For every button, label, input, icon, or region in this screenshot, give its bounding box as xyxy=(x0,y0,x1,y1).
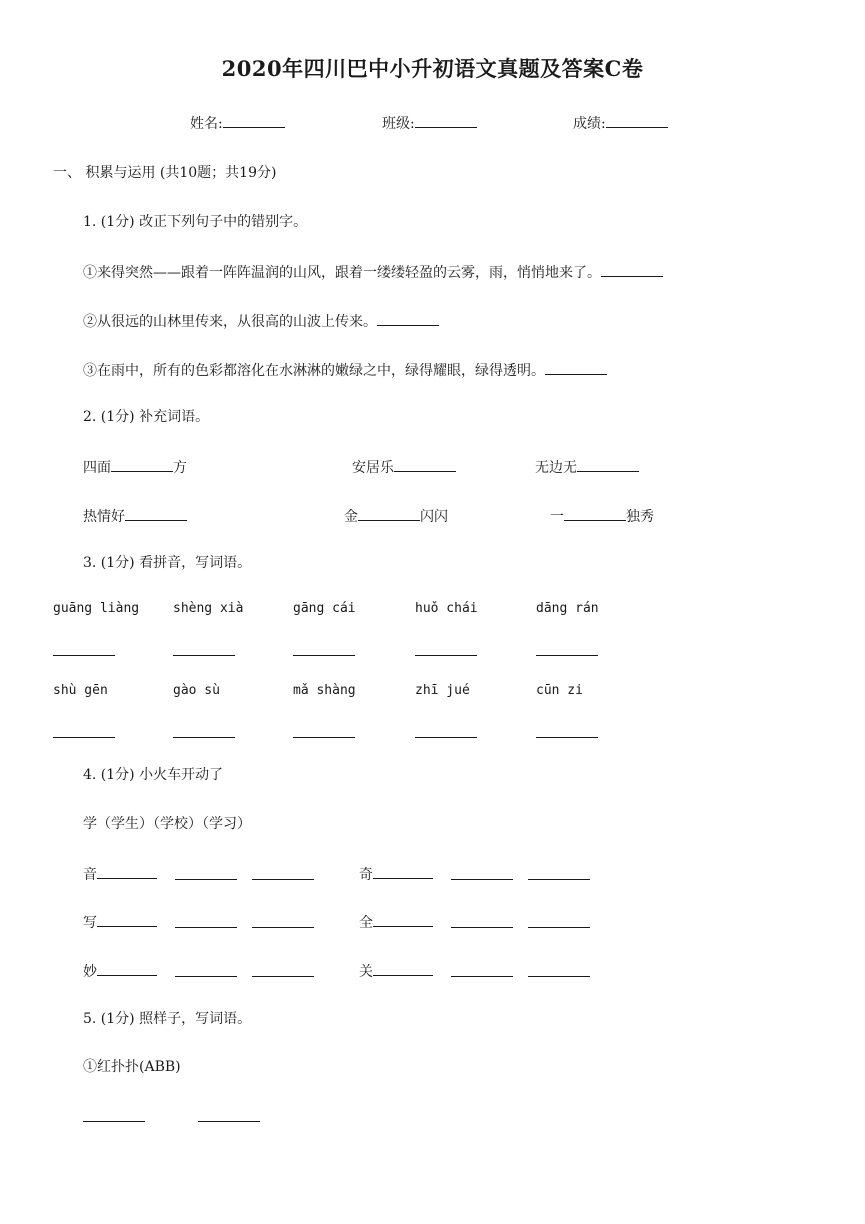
question-4-prompt: 4. (1分) 小火车开动了 xyxy=(83,767,224,783)
answer-blank[interactable] xyxy=(536,737,598,738)
answer-blank[interactable] xyxy=(373,914,433,927)
item-text: ③在雨中，所有的色彩都溶化在水淋淋的嫩绿之中，绿得耀眼，绿得透明。 xyxy=(83,363,545,379)
idiom-before: 安居乐 xyxy=(352,460,394,476)
question-4-example: 学（学生）（学校）（学习） xyxy=(83,816,251,832)
question-2-prompt: 2. (1分) 补充词语。 xyxy=(83,409,210,425)
pinyin-label: cūn zi xyxy=(536,683,583,698)
answer-blank[interactable] xyxy=(451,879,513,880)
idiom-before: 一 xyxy=(550,509,564,525)
idiom-item xyxy=(83,459,187,475)
char-label: 音 xyxy=(83,867,97,883)
class-blank[interactable] xyxy=(415,115,477,128)
char-row xyxy=(359,963,433,979)
pinyin-label: guāng liàng xyxy=(53,601,140,616)
idiom-blank[interactable] xyxy=(111,459,173,472)
question-3-prompt: 3. (1分) 看拼音，写词语。 xyxy=(83,555,252,571)
answer-blank[interactable] xyxy=(173,737,235,738)
char-label: 全 xyxy=(359,915,373,931)
answer-blank[interactable] xyxy=(373,866,433,879)
score-field[interactable] xyxy=(573,115,668,131)
answer-blank[interactable] xyxy=(528,976,590,977)
question-5-item: ①红扑扑(ABB) xyxy=(83,1059,181,1075)
char-row xyxy=(83,963,157,979)
score-blank[interactable] xyxy=(606,115,668,128)
idiom-blank[interactable] xyxy=(394,459,456,472)
score-label: 成绩: xyxy=(573,116,606,132)
answer-blank[interactable] xyxy=(175,976,237,977)
answer-blank[interactable] xyxy=(415,737,477,738)
answer-blank[interactable] xyxy=(252,927,314,928)
class-field[interactable] xyxy=(382,115,477,131)
answer-blank[interactable] xyxy=(83,1121,145,1122)
class-label: 班级: xyxy=(382,116,415,132)
answer-blank[interactable] xyxy=(545,362,607,375)
char-row xyxy=(83,914,157,930)
pinyin-label: shèng xià xyxy=(173,601,244,616)
answer-blank[interactable] xyxy=(451,927,513,928)
question-1-item xyxy=(83,362,607,378)
name-label: 姓名: xyxy=(190,116,223,132)
idiom-after: 独秀 xyxy=(626,509,654,525)
section-heading: 一、 积累与运用 (共10题；共19分) xyxy=(53,165,277,181)
answer-blank[interactable] xyxy=(252,879,314,880)
answer-blank[interactable] xyxy=(97,963,157,976)
idiom-blank[interactable] xyxy=(358,508,420,521)
answer-blank[interactable] xyxy=(173,655,235,656)
question-1-prompt: 1. (1分) 改正下列句子中的错别字。 xyxy=(83,214,308,230)
idiom-before: 无边无 xyxy=(535,460,577,476)
question-5-prompt: 5. (1分) 照样子，写词语。 xyxy=(83,1011,252,1027)
pinyin-label: gào sù xyxy=(173,683,220,698)
idiom-blank[interactable] xyxy=(577,459,639,472)
char-label: 妙 xyxy=(83,964,97,980)
name-field[interactable] xyxy=(190,115,285,131)
idiom-blank[interactable] xyxy=(125,508,187,521)
pinyin-label: huǒ chái xyxy=(415,601,478,616)
idiom-before: 四面 xyxy=(83,460,111,476)
answer-blank[interactable] xyxy=(528,879,590,880)
char-row xyxy=(83,866,157,882)
question-1-item xyxy=(83,313,439,329)
answer-blank[interactable] xyxy=(601,264,663,277)
pinyin-label: gāng cái xyxy=(293,601,356,616)
answer-blank[interactable] xyxy=(97,914,157,927)
answer-blank[interactable] xyxy=(293,655,355,656)
idiom-before: 金 xyxy=(344,509,358,525)
idiom-item xyxy=(344,508,448,524)
char-label: 写 xyxy=(83,915,97,931)
pinyin-label: zhī jué xyxy=(415,683,470,698)
char-row xyxy=(359,866,433,882)
pinyin-label: mǎ shàng xyxy=(293,683,356,698)
idiom-after: 闪闪 xyxy=(420,509,448,525)
char-row xyxy=(359,914,433,930)
answer-blank[interactable] xyxy=(53,655,115,656)
question-1-item xyxy=(83,264,663,280)
answer-blank[interactable] xyxy=(175,879,237,880)
idiom-item xyxy=(535,459,639,475)
page-title: 2020年四川巴中小升初语文真题及答案C卷 xyxy=(221,56,644,81)
pinyin-label: dāng rán xyxy=(536,601,599,616)
answer-blank[interactable] xyxy=(528,927,590,928)
idiom-before: 热情好 xyxy=(83,509,125,525)
item-text: ②从很远的山林里传来，从很高的山波上传来。 xyxy=(83,314,377,330)
answer-blank[interactable] xyxy=(53,737,115,738)
answer-blank[interactable] xyxy=(175,927,237,928)
idiom-item xyxy=(352,459,456,475)
answer-blank[interactable] xyxy=(415,655,477,656)
idiom-item xyxy=(83,508,187,524)
answer-blank[interactable] xyxy=(377,313,439,326)
char-label: 关 xyxy=(359,964,373,980)
answer-blank[interactable] xyxy=(293,737,355,738)
answer-blank[interactable] xyxy=(198,1121,260,1122)
item-text: ①来得突然——跟着一阵阵温润的山风，跟着一缕缕轻盈的云雾，雨，悄悄地来了。 xyxy=(83,265,601,281)
pinyin-label: shù gēn xyxy=(53,683,108,698)
char-label: 奇 xyxy=(359,867,373,883)
answer-blank[interactable] xyxy=(373,963,433,976)
name-blank[interactable] xyxy=(223,115,285,128)
idiom-item xyxy=(550,508,654,524)
idiom-after: 方 xyxy=(173,460,187,476)
idiom-blank[interactable] xyxy=(564,508,626,521)
answer-blank[interactable] xyxy=(536,655,598,656)
answer-blank[interactable] xyxy=(252,976,314,977)
answer-blank[interactable] xyxy=(97,866,157,879)
answer-blank[interactable] xyxy=(451,976,513,977)
